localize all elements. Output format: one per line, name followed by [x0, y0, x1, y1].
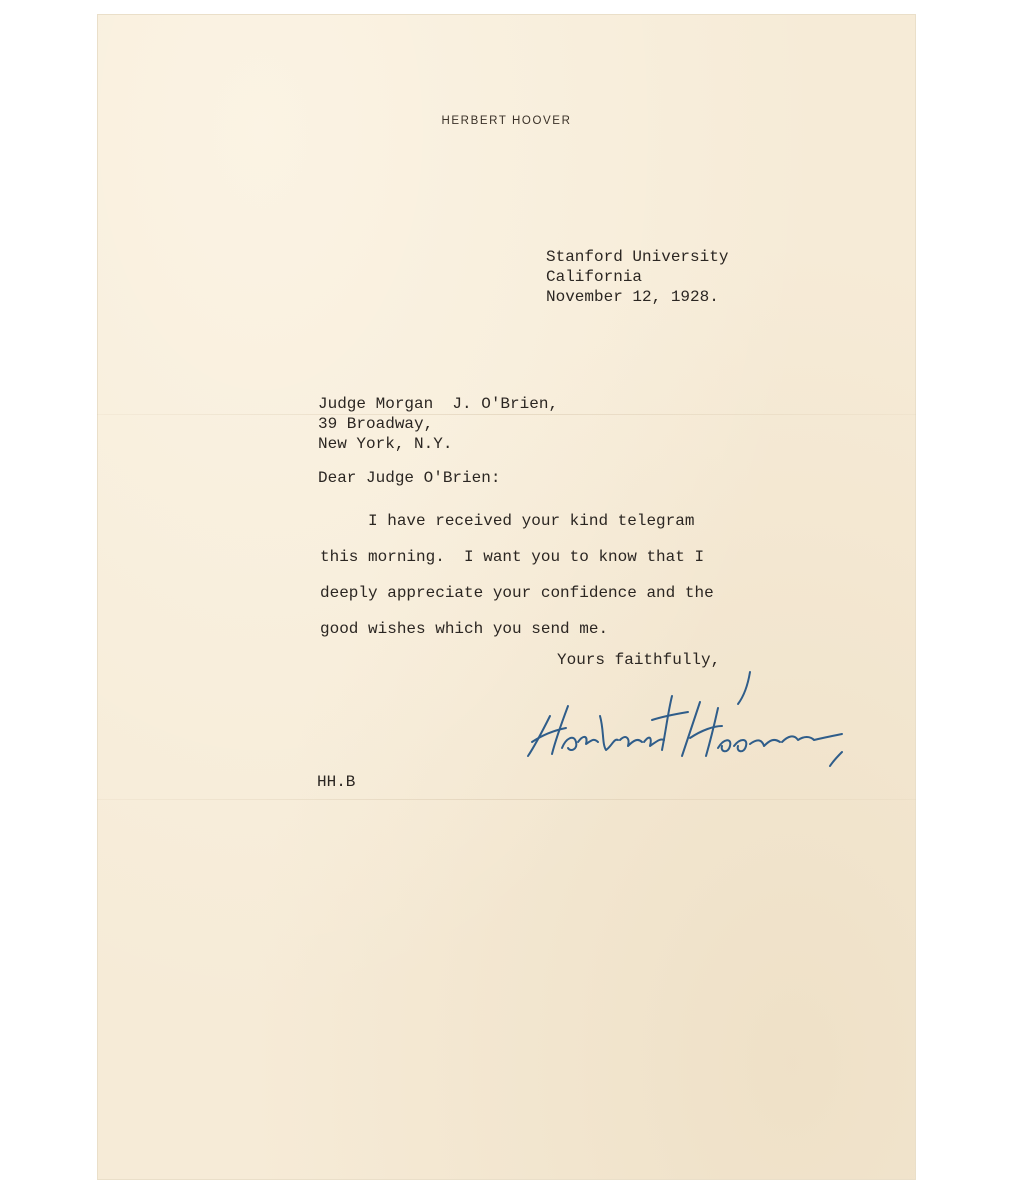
- salutation: Dear Judge O'Brien:: [318, 469, 501, 487]
- handwritten-signature: [522, 668, 872, 778]
- closing: Yours faithfully,: [557, 651, 721, 669]
- letter-date: November 12, 1928.: [546, 288, 719, 306]
- sender-institution: Stanford University: [546, 248, 729, 266]
- typist-initials: HH.B: [317, 773, 356, 791]
- body-line: deeply appreciate your confidence and the: [320, 584, 714, 602]
- body-line: I have received your kind telegram: [320, 512, 695, 530]
- recipient-city: New York, N.Y.: [318, 435, 453, 453]
- recipient-name: Judge Morgan J. O'Brien,: [318, 395, 559, 413]
- fold-line-lower: [97, 799, 916, 800]
- body-line: good wishes which you send me.: [320, 620, 609, 638]
- sender-location-block: [546, 247, 728, 307]
- body-line: this morning. I want you to know that I: [320, 548, 705, 566]
- letterhead: HERBERT HOOVER: [441, 115, 572, 127]
- letter-body: [320, 503, 714, 647]
- sender-state: California: [546, 268, 643, 286]
- recipient-street: 39 Broadway,: [318, 415, 434, 433]
- recipient-address-block: [318, 394, 558, 454]
